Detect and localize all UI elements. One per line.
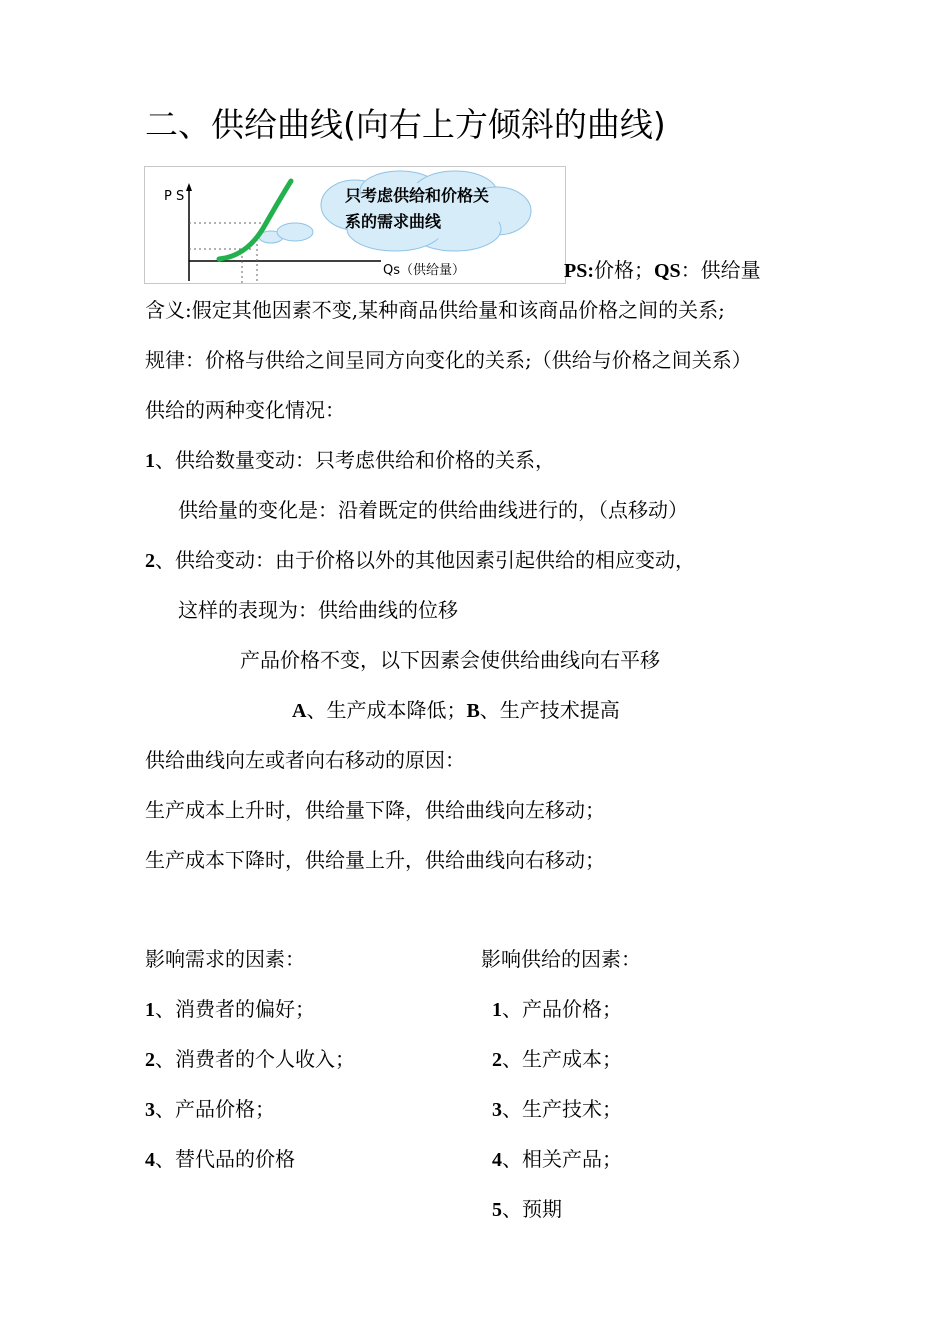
factor-a-key: A bbox=[292, 700, 307, 722]
x-axis-label: Qs（供给量） bbox=[383, 263, 466, 278]
demand-item-text: 、替代品的价格 bbox=[155, 1147, 295, 1171]
supply-item-number: 3 bbox=[492, 1099, 502, 1121]
item-1-sub: 供给量的变化是：沿着既定的供给曲线进行的，（点移动） bbox=[178, 498, 688, 522]
factor-line bbox=[292, 696, 620, 725]
demand-item-number: 3 bbox=[145, 1099, 155, 1121]
supply-item bbox=[492, 995, 622, 1024]
supply-item-number: 2 bbox=[492, 1049, 502, 1071]
callout-line-1: 只考虑供给和价格关 bbox=[345, 186, 490, 205]
page-title: 二、供给曲线(向右上方倾斜的曲线) bbox=[145, 105, 666, 144]
supply-item-text: 、生产技术； bbox=[502, 1097, 622, 1121]
demand-item-text: 、消费者的个人收入； bbox=[155, 1047, 355, 1071]
demand-item-text: 、产品价格； bbox=[155, 1097, 275, 1121]
meaning-line: 含义:假定其他因素不变,某种商品供给量和该商品价格之间的关系; bbox=[145, 298, 725, 322]
rule-line: 规律：价格与供给之间呈同方向变化的关系;（供给与价格之间关系） bbox=[145, 348, 752, 372]
demand-item-number: 4 bbox=[145, 1149, 155, 1171]
reason-1: 生产成本上升时，供给量下降，供给曲线向左移动； bbox=[145, 798, 605, 822]
item-2-sub: 这样的表现为：供给曲线的位移 bbox=[178, 598, 458, 622]
supply-item bbox=[492, 1095, 622, 1124]
demand-item-text: 、消费者的偏好； bbox=[155, 997, 315, 1021]
demand-item-number: 1 bbox=[145, 999, 155, 1021]
ps-qs-legend bbox=[564, 256, 761, 285]
item-2-number: 2 bbox=[145, 550, 155, 572]
demand-item-number: 2 bbox=[145, 1049, 155, 1071]
supply-item-text: 、生产成本； bbox=[502, 1047, 622, 1071]
item-2-text: 、供给变动：由于价格以外的其他因素引起供给的相应变动， bbox=[155, 548, 695, 572]
center-line: 产品价格不变，以下因素会使供给曲线向右平移 bbox=[240, 648, 660, 672]
supply-item-number: 5 bbox=[492, 1199, 502, 1221]
supply-item-number: 1 bbox=[492, 999, 502, 1021]
supply-item-text: 、产品价格； bbox=[502, 997, 622, 1021]
factor-b-text: 、生产技术提高 bbox=[479, 698, 620, 722]
ps-key: PS: bbox=[564, 260, 594, 282]
demand-item bbox=[145, 1045, 355, 1074]
item-1-number: 1 bbox=[145, 450, 155, 472]
item-1-text: 、供给数量变动：只考虑供给和价格的关系， bbox=[155, 448, 555, 472]
qs-text: ：供给量 bbox=[680, 258, 761, 282]
supply-item-text: 、预期 bbox=[502, 1197, 562, 1221]
supply-item bbox=[492, 1045, 622, 1074]
factor-b-key: B bbox=[466, 700, 480, 722]
reason-heading: 供给曲线向左或者向右移动的原因： bbox=[145, 748, 465, 772]
supply-curve-figure bbox=[144, 166, 566, 284]
demand-item bbox=[145, 1145, 295, 1174]
item-1 bbox=[145, 446, 555, 475]
qs-key: QS bbox=[654, 260, 681, 282]
ps-text: 价格； bbox=[594, 258, 654, 282]
supply-item-number: 4 bbox=[492, 1149, 502, 1171]
demand-item bbox=[145, 995, 315, 1024]
supply-curve-diagram bbox=[145, 167, 565, 283]
supply-item bbox=[492, 1145, 622, 1174]
supply-curve bbox=[219, 181, 291, 259]
callout-line-2: 系的需求曲线 bbox=[345, 212, 442, 231]
item-2 bbox=[145, 546, 695, 575]
callout-cloud bbox=[259, 171, 531, 251]
supply-heading: 影响供给的因素： bbox=[481, 947, 641, 971]
supply-item-text: 、相关产品； bbox=[502, 1147, 622, 1171]
demand-heading: 影响需求的因素： bbox=[145, 947, 305, 971]
reason-2: 生产成本下降时，供给量上升，供给曲线向右移动； bbox=[145, 848, 605, 872]
demand-item bbox=[145, 1095, 275, 1124]
factor-a-text: 、生产成本降低； bbox=[306, 698, 467, 722]
two-changes-heading: 供给的两种变化情况： bbox=[145, 398, 345, 422]
y-axis-label: P S bbox=[164, 189, 185, 204]
supply-item bbox=[492, 1195, 562, 1224]
y-axis-arrow bbox=[186, 183, 192, 191]
